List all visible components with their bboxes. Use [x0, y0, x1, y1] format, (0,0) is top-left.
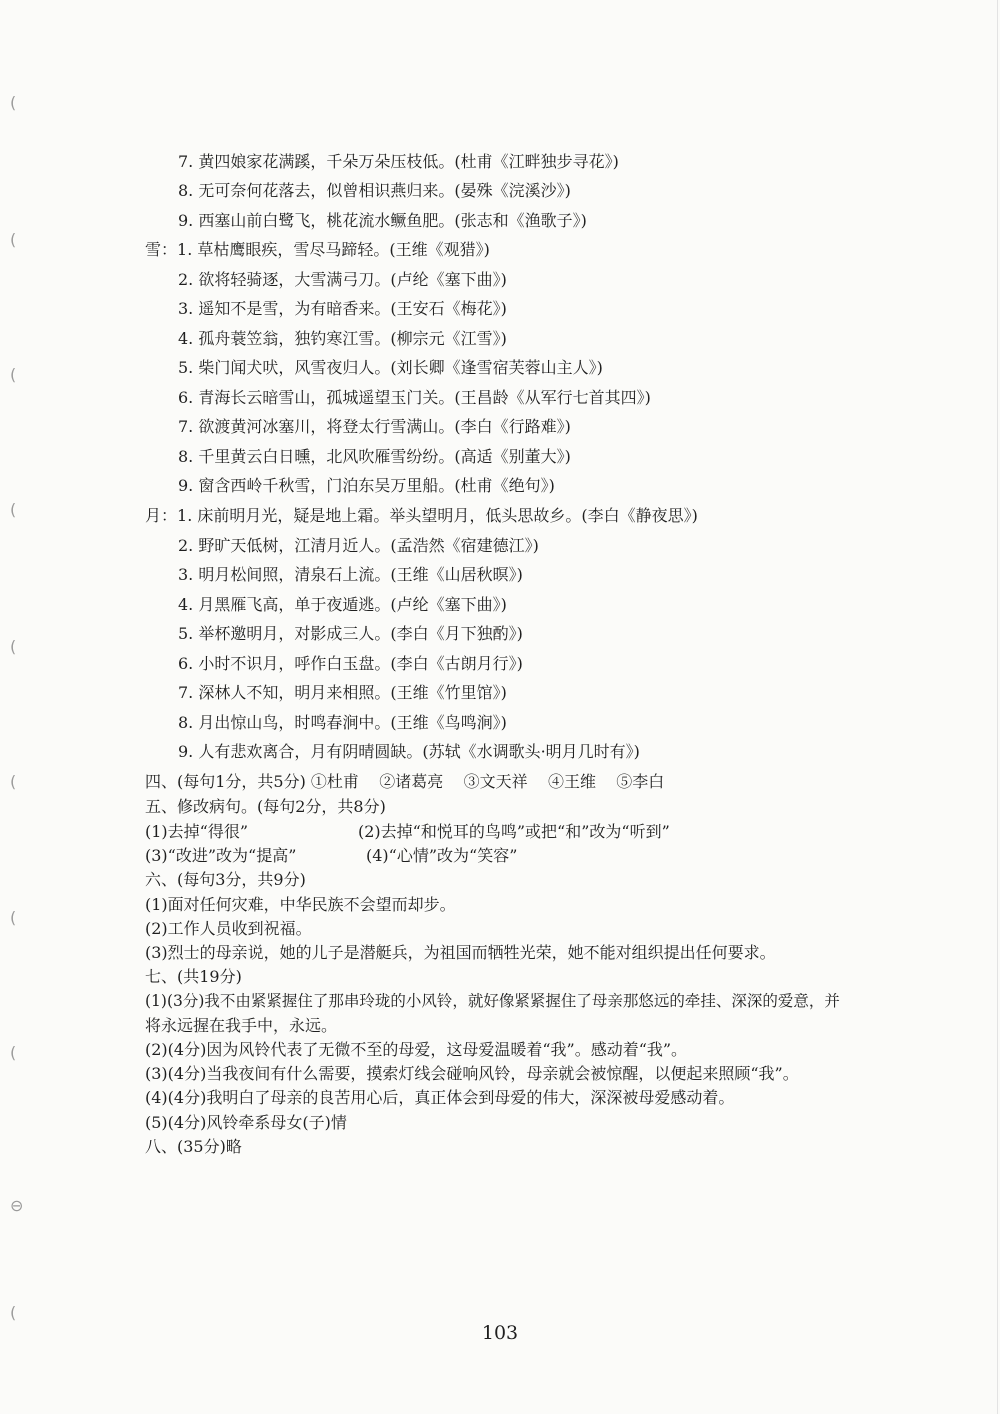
poem-line: 8. 月出惊山鸟，时鸣春涧中。(王维《鸟鸣涧》)	[178, 713, 507, 732]
binding-hole-mark: (	[10, 908, 17, 927]
poem-line: 8. 无可奈何花落去，似曾相识燕归来。(晏殊《浣溪沙》)	[178, 181, 571, 200]
section-7-item: (3)(4分)当我夜间有什么需要，摸索灯线会碰响风铃，母亲就会被惊醒，以便起来照顾“我”。	[145, 1064, 799, 1083]
binding-hole-mark: (	[10, 93, 17, 112]
poem-group-snow	[145, 240, 490, 260]
section-5-item: (4)“心情”改为“笑容”	[366, 846, 518, 865]
section-6-item: (1)面对任何灾难，中华民族不会望而却步。	[145, 895, 456, 914]
poem-line: 4. 月黑雁飞高，单于夜遁逃。(卢纶《塞下曲》)	[178, 595, 507, 614]
poem-line: 1. 床前明月光，疑是地上霜。举头望明月，低头思故乡。(李白《静夜思》)	[177, 506, 698, 525]
section-5-item: (2)去掉“和悦耳的鸟鸣”或把“和”改为“听到”	[358, 822, 670, 841]
section-7-item: 将永远握在我手中，永远。	[145, 1016, 338, 1035]
binding-hole-mark: (	[10, 637, 17, 656]
section-8-answer: 八、(35分)略	[145, 1137, 242, 1156]
poem-line: 5. 柴门闻犬吠，风雪夜归人。(刘长卿《逢雪宿芙蓉山主人》)	[178, 358, 603, 377]
binding-hole-mark: (	[10, 500, 17, 519]
section-7-item: (4)(4分)我明白了母亲的良苦用心后，真正体会到母爱的伟大，深深被母爱感动着。	[145, 1088, 735, 1107]
poem-line: 6. 青海长云暗雪山，孤城遥望玉门关。(王昌龄《从军行七首其四》)	[178, 388, 651, 407]
poem-line: 3. 明月松间照，清泉石上流。(王维《山居秋暝》)	[178, 565, 523, 584]
poem-line: 8. 千里黄云白日曛，北风吹雁雪纷纷。(高适《别董大》)	[178, 447, 571, 466]
poem-line: 7. 黄四娘家花满蹊，千朵万朵压枝低。(杜甫《江畔独步寻花》)	[178, 152, 619, 171]
poem-line: 6. 小时不识月，呼作白玉盘。(李白《古朗月行》)	[178, 654, 523, 673]
poem-line: 5. 举杯邀明月，对影成三人。(李白《月下独酌》)	[178, 624, 523, 643]
binding-hole-mark: (	[10, 1303, 17, 1322]
page-number: 103	[481, 1322, 519, 1344]
binding-hole-mark: (	[10, 772, 17, 791]
page-edge-line	[997, 0, 998, 1414]
section-5-item: (1)去掉“得很”	[145, 822, 249, 841]
section-7-item: (1)(3分)我不由紧紧握住了那串玲珑的小风铃，就好像紧紧握住了母亲那悠远的牵挂、深深的爱意，并	[145, 992, 840, 1010]
section-7-item: (5)(4分)风铃牵系母女(子)情	[145, 1113, 347, 1132]
poem-line: 3. 遥知不是雪，为有暗香来。(王安石《梅花》)	[178, 299, 507, 318]
poem-line: 7. 欲渡黄河冰塞川，将登太行雪满山。(李白《行路难》)	[178, 417, 571, 436]
binding-hole-mark: (	[10, 365, 17, 384]
binding-hole-mark: (	[10, 1043, 17, 1062]
section-6-title: 六、(每句3分，共9分)	[145, 870, 306, 889]
binding-hole-mark: ⊖	[10, 1196, 24, 1215]
section-5-title: 五、修改病句。(每句2分，共8分)	[145, 797, 386, 816]
poem-line: 2. 野旷天低树，江清月近人。(孟浩然《宿建德江》)	[178, 536, 539, 555]
poem-line: 4. 孤舟蓑笠翁，独钓寒江雪。(柳宗元《江雪》)	[178, 329, 507, 348]
section-5-item: (3)“改进”改为“提高”	[145, 846, 297, 865]
section-4-answers: 四、(每句1分，共5分) ①杜甫 ②诸葛亮 ③文天祥 ④王维 ⑤李白	[145, 772, 665, 791]
poem-line: 7. 深林人不知，明月来相照。(王维《竹里馆》)	[178, 683, 507, 702]
poem-line: 2. 欲将轻骑逐，大雪满弓刀。(卢纶《塞下曲》)	[178, 270, 507, 289]
section-6-item: (2)工作人员收到祝福。	[145, 919, 312, 938]
section-6-item: (3)烈士的母亲说，她的儿子是潜艇兵，为祖国而牺牲光荣，她不能对组织提出任何要求。	[145, 943, 776, 962]
section-7-item: (2)(4分)因为风铃代表了无微不至的母爱，这母爱温暖着“我”。感动着“我”。	[145, 1040, 688, 1059]
poem-line: 9. 人有悲欢离合，月有阴晴圆缺。(苏轼《水调歌头·明月几时有》)	[178, 742, 640, 761]
group-label-moon: 月：	[145, 506, 178, 525]
poem-line: 9. 窗含西岭千秋雪，门泊东吴万里船。(杜甫《绝句》)	[178, 476, 555, 495]
binding-hole-mark: (	[10, 230, 17, 249]
poem-group-moon	[145, 506, 698, 526]
section-7-title: 七、(共19分)	[145, 967, 242, 986]
poem-line: 1. 草枯鹰眼疾，雪尽马蹄轻。(王维《观猎》)	[177, 240, 490, 259]
group-label-snow: 雪：	[145, 240, 178, 259]
poem-line: 9. 西塞山前白鹭飞，桃花流水鳜鱼肥。(张志和《渔歌子》)	[178, 211, 587, 230]
